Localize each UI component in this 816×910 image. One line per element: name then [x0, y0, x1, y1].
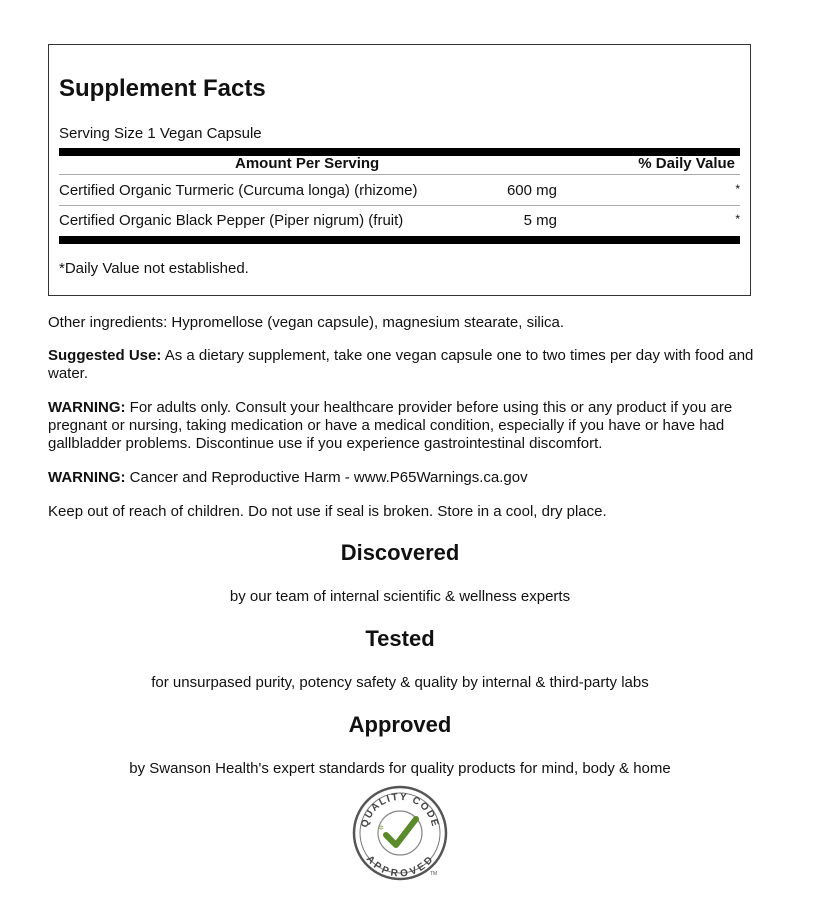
- section-text-tested: for unsurpased purity, potency safety & quality by internal & third-party labs: [151, 674, 649, 691]
- warning-text: For adults only. Consult your healthcare provider before using this or any product if you are pregnant or nursing, taking medication or have a medical condition, especially if you have or have had gallbladder problems. Discontinue use if you experience gastrointestinal discomfort.: [48, 399, 733, 452]
- serving-size: Serving Size 1 Vegan Capsule: [59, 125, 262, 142]
- facts-title: Supplement Facts: [59, 75, 266, 102]
- svg-text:✲: ✲: [378, 824, 384, 832]
- section-text-approved: by Swanson Health's expert standards for quality products for mind, body & home: [129, 760, 671, 777]
- ingredient-amount: 600 mg: [506, 182, 557, 199]
- section-text-discovered: by our team of internal scientific & wellness experts: [229, 588, 571, 605]
- warning-text: Cancer and Reproductive Harm - www.P65Warnings.ca.gov: [125, 469, 528, 486]
- quality-code-approved-seal: [350, 783, 450, 883]
- section-heading-discovered: Discovered: [340, 540, 460, 565]
- seal-bottom-text: APPROVED: [363, 853, 437, 880]
- ingredient-name: Certified Organic Black Pepper (Piper nigrum) (fruit): [59, 212, 404, 229]
- ingredient-name: Certified Organic Turmeric (Curcuma longa) (rhizome): [59, 182, 418, 199]
- warning-prop65: [48, 469, 768, 487]
- seal-top-text: QUALITY CODE: [359, 791, 441, 829]
- section-heading-tested: Tested: [365, 626, 435, 651]
- suggested-use-text: As a dietary supplement, take one vegan capsule one to two times per day with food and water.: [48, 347, 754, 382]
- suggested-use: [48, 347, 768, 383]
- daily-value-footnote: *Daily Value not established.: [59, 260, 249, 277]
- ingredient-daily-value: *: [735, 182, 740, 196]
- other-ingredients: Other ingredients: Hypromellose (vegan capsule), magnesium stearate, silica.: [48, 314, 565, 331]
- divider: [59, 174, 740, 175]
- warning-label: WARNING:: [48, 399, 126, 416]
- ingredient-daily-value: *: [735, 212, 740, 226]
- trademark-label: TM: [430, 871, 438, 877]
- section-heading-approved: Approved: [348, 712, 452, 737]
- storage-instructions: Keep out of reach of children. Do not use if seal is broken. Store in a cool, dry place.: [48, 503, 607, 520]
- divider: [59, 205, 740, 206]
- warning-general: [48, 399, 768, 453]
- star-icon: [378, 824, 384, 832]
- thick-divider-bottom: [59, 236, 740, 244]
- supplement-facts-panel: [48, 44, 751, 296]
- ingredient-amount: 5 mg: [523, 212, 557, 229]
- suggested-use-label: Suggested Use:: [48, 347, 162, 364]
- warning-label: WARNING:: [48, 469, 126, 486]
- header-amount-per-serving: Amount Per Serving: [235, 155, 380, 172]
- header-daily-value: % Daily Value: [638, 155, 735, 172]
